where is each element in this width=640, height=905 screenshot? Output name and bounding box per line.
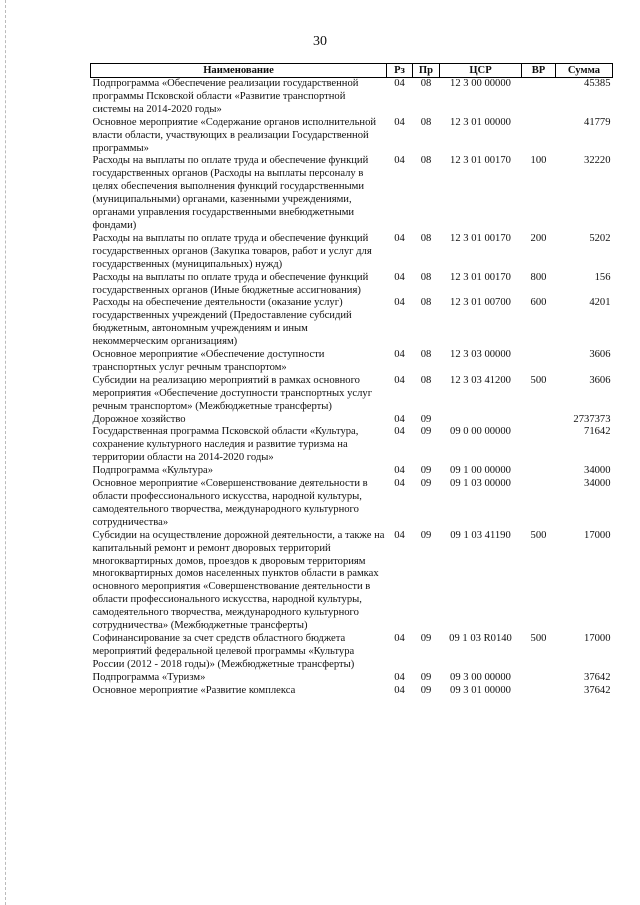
cell-vr: 600 [530, 297, 547, 309]
cell-csr: 09 1 03 R0140 [449, 632, 512, 644]
cell-vr [522, 414, 556, 427]
cell-rz: 04 [394, 78, 405, 89]
cell-rz: 04 [394, 671, 405, 683]
table-header-row [91, 64, 613, 78]
cell-vr [522, 465, 556, 478]
cell-pr: 08 [420, 349, 432, 361]
cell-csr: 12 3 03 00000 [450, 349, 511, 361]
cell-name: Основное мероприятие «Совершенствование деятельности в области профессионального искусства, народной культуры, самодеятельного творчества, международного культурного сотрудничества» [92, 478, 368, 528]
cell-pr: 09 [420, 529, 432, 541]
cell-name: Субсидии на осуществление дорожной деятельности, а также на капитальный ремонт и ремонт дворовых территорий многоквартирных домов, проездов к дворовым территориям многоквартирных домов населенных пунктов области в рамках основного мероприятия «Совершенствование деятельности в области профессионального искусства, народной культуры, самодеятельного творчества, международного культурного сотрудничества» (Межбюджетные трансферты) [92, 529, 385, 632]
table-row [91, 272, 613, 298]
cell-name: Государственная программа Псковской области «Культура, сохранение культурного наследия и развитие туризма на территории области на 2014-2020 годы» [92, 426, 359, 464]
table-row [91, 478, 613, 530]
cell-sum: 4201 [589, 297, 611, 309]
cell-vr [522, 349, 556, 375]
cell-csr: 09 1 00 00000 [450, 465, 511, 477]
cell-vr [522, 685, 556, 698]
cell-rz: 04 [394, 684, 405, 696]
header-rz: Рз [387, 64, 413, 78]
cell-rz: 04 [394, 232, 405, 244]
cell-sum: 2737373 [573, 413, 611, 425]
cell-sum: 5202 [589, 232, 611, 244]
cell-name: Расходы на обеспечение деятельности (оказание услуг) государственных учреждений (Предоставление субсидий бюджетным, автономным учреждениям и иным некоммерческим организациям) [92, 297, 352, 348]
cell-vr: 500 [530, 529, 547, 541]
cell-csr: 09 3 01 00000 [450, 684, 511, 696]
cell-vr: 500 [530, 374, 547, 386]
cell-name: Подпрограмма «Туризм» [92, 671, 206, 683]
cell-rz: 04 [394, 349, 405, 361]
header-vr: ВР [522, 64, 556, 78]
table-row [91, 297, 613, 349]
cell-sum: 34000 [584, 465, 611, 477]
cell-pr: 08 [420, 374, 432, 386]
cell-rz: 04 [394, 271, 405, 283]
cell-pr: 08 [420, 155, 432, 167]
table-row [91, 426, 613, 465]
header-name: Наименование [91, 64, 387, 78]
cell-vr: 200 [530, 232, 547, 244]
cell-rz: 04 [394, 632, 405, 644]
cell-sum: 34000 [584, 478, 611, 490]
cell-vr [522, 478, 556, 530]
cell-vr [522, 672, 556, 685]
cell-rz: 04 [394, 374, 405, 386]
cell-sum: 37642 [584, 671, 611, 683]
table-row [91, 465, 613, 478]
cell-vr [522, 78, 556, 117]
table-row [91, 155, 613, 232]
cell-pr: 08 [420, 78, 432, 89]
table-row [91, 672, 613, 685]
cell-csr: 12 3 01 00170 [450, 155, 511, 167]
cell-rz: 04 [394, 426, 405, 438]
cell-pr: 09 [420, 426, 432, 438]
table-row [91, 117, 613, 156]
cell-sum: 156 [594, 271, 611, 283]
cell-name: Дорожное хозяйство [92, 413, 186, 425]
table-row [91, 633, 613, 672]
table-row [91, 78, 613, 117]
cell-name: Подпрограмма «Культура» [92, 465, 214, 477]
cell-csr: 09 1 03 41190 [450, 529, 511, 541]
cell-pr: 09 [420, 478, 432, 490]
cell-csr: 12 3 03 41200 [450, 374, 511, 386]
cell-rz: 04 [394, 297, 405, 309]
cell-sum: 17000 [584, 632, 611, 644]
cell-name: Подпрограмма «Обеспечение реализации государственной программы Псковской области «Развитие транспортной системы на 2014-2020 годы» [92, 78, 359, 115]
table-row [91, 233, 613, 272]
cell-name: Субсидии на реализацию мероприятий в рамках основного мероприятия «Обеспечение доступности транспортных услуг речным транспортом» (Межбюджетные трансферты) [92, 374, 373, 412]
page-edge-line [5, 0, 6, 905]
cell-csr: 12 3 00 00000 [450, 78, 511, 89]
table-body [91, 78, 613, 698]
cell-csr: 09 3 00 00000 [450, 671, 511, 683]
header-pr: Пр [413, 64, 440, 78]
cell-name: Основное мероприятие «Развитие комплекса [92, 684, 296, 696]
cell-pr: 08 [420, 297, 432, 309]
cell-vr [522, 117, 556, 156]
cell-vr: 100 [530, 155, 547, 167]
cell-name: Расходы на выплаты по оплате труда и обеспечение функций государственных органов (Закупка товаров, работ и услуг для государственных (муниципальных) нужд) [92, 232, 372, 270]
cell-pr: 09 [420, 684, 432, 696]
cell-pr: 09 [420, 413, 432, 425]
cell-pr: 09 [420, 671, 432, 683]
cell-rz: 04 [394, 478, 405, 490]
cell-pr: 08 [420, 116, 432, 128]
cell-vr [522, 426, 556, 465]
cell-pr: 08 [420, 232, 432, 244]
cell-sum: 3606 [589, 349, 611, 361]
cell-sum: 45385 [584, 78, 611, 89]
cell-name: Основное мероприятие «Содержание органов исполнительной власти области, участвующих в реализации Государственной программы» [92, 116, 377, 154]
cell-csr: 09 0 00 00000 [450, 426, 511, 438]
table-row [91, 375, 613, 414]
cell-name: Основное мероприятие «Обеспечение доступности транспортных услуг речным транспортом» [92, 349, 325, 373]
cell-csr: 12 3 01 00000 [450, 116, 511, 128]
cell-pr: 09 [420, 465, 432, 477]
cell-sum: 41779 [584, 116, 611, 128]
cell-sum: 17000 [584, 529, 611, 541]
cell-sum: 3606 [589, 374, 611, 386]
cell-csr: 12 3 01 00700 [450, 297, 511, 309]
budget-table [90, 63, 613, 698]
table-row [91, 349, 613, 375]
header-sum: Сумма [556, 64, 613, 78]
cell-vr: 800 [530, 271, 547, 283]
cell-rz: 04 [394, 465, 405, 477]
cell-vr: 500 [530, 632, 547, 644]
cell-name: Расходы на выплаты по оплате труда и обеспечение функций государственных органов (Иные бюджетные ассигнования) [92, 271, 369, 296]
cell-rz: 04 [394, 529, 405, 541]
cell-csr: 12 3 01 00170 [450, 232, 511, 244]
header-csr: ЦСР [440, 64, 522, 78]
cell-rz: 04 [394, 155, 405, 167]
cell-pr: 09 [420, 632, 432, 644]
cell-rz: 04 [394, 116, 405, 128]
cell-name: Расходы на выплаты по оплате труда и обеспечение функций государственных органов (Расходы на выплаты персоналу в целях обеспечения выполнения функций государственными (муниципальными) органами, казенными учреждениями, органами управления государственными внебюджетными фондами) [92, 155, 369, 231]
cell-name: Софинансирование за счет средств областного бюджета мероприятий федеральной целевой программы «Культура России (2012 - 2018 годы)» (Межбюджетные трансферты) [92, 632, 355, 670]
table-row [91, 685, 613, 698]
cell-csr: 12 3 01 00170 [450, 271, 511, 283]
cell-rz: 04 [394, 413, 405, 425]
cell-sum: 71642 [584, 426, 611, 438]
table-row [91, 414, 613, 427]
cell-pr: 08 [420, 271, 432, 283]
cell-sum: 32220 [584, 155, 611, 167]
table-row [91, 530, 613, 633]
cell-csr: 09 1 03 00000 [450, 478, 511, 490]
page-number: 30 [313, 34, 327, 49]
cell-csr [440, 414, 522, 427]
cell-sum: 37642 [584, 684, 611, 696]
